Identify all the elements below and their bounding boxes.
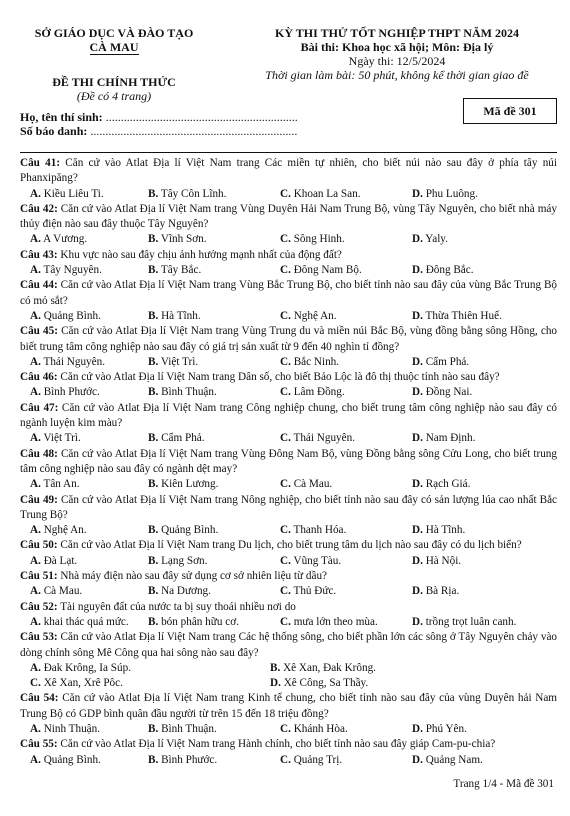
- answer-option[interactable]: D. Xê Công, Sa Thầy.: [270, 677, 369, 690]
- question-number: Câu 53:: [20, 631, 58, 644]
- exam-subject: Bài thi: Khoa học xã hội; Môn: Địa lý: [300, 40, 494, 54]
- question-item: [20, 278, 557, 324]
- question-number: Câu 50:: [20, 539, 58, 552]
- answer-option[interactable]: B. Bình Thuận.: [148, 722, 217, 735]
- answer-option[interactable]: C. Lâm Đồng.: [280, 386, 345, 399]
- answer-option[interactable]: C. mưa lớn theo mùa.: [280, 615, 378, 628]
- answer-option[interactable]: D. Đông Bắc.: [412, 264, 474, 277]
- answer-option[interactable]: D. Cẩm Phả.: [412, 355, 470, 368]
- question-number: Câu 49:: [20, 493, 58, 506]
- answer-option[interactable]: C. Cà Mau.: [280, 478, 333, 491]
- option-row: [20, 385, 557, 400]
- question-number: Câu 48:: [20, 447, 58, 460]
- candidate-name-field[interactable]: ................................................................: [105, 110, 298, 124]
- option-row: [20, 355, 557, 370]
- answer-option[interactable]: B. Quảng Bình.: [148, 524, 219, 537]
- answer-option[interactable]: A. Cà Mau.: [30, 585, 83, 598]
- option-row: [20, 676, 557, 691]
- answer-option[interactable]: A. A Vương.: [30, 233, 88, 246]
- question-item: [20, 493, 557, 539]
- answer-option[interactable]: C. Thanh Hóa.: [280, 524, 347, 537]
- question-number: Câu 45:: [20, 325, 58, 338]
- question-stem: [20, 737, 557, 752]
- option-row: [20, 263, 557, 278]
- candidate-name-label: Họ, tên thí sinh:: [20, 110, 103, 124]
- question-number: Câu 51:: [20, 570, 58, 583]
- question-item: [20, 202, 557, 248]
- question-stem: [20, 370, 557, 385]
- question-number: Câu 47:: [20, 401, 59, 414]
- answer-option[interactable]: C. Khoan La San.: [280, 187, 361, 200]
- option-row: [20, 554, 557, 569]
- question-text: Tài nguyên đất của nước ta bị suy thoái nhiều nơi do: [60, 600, 296, 613]
- option-row: [20, 232, 557, 247]
- answer-option[interactable]: A. Kiều Liêu Ti.: [30, 187, 104, 200]
- exam-date: Ngày thi: 12/5/2024: [348, 54, 446, 68]
- question-item: [20, 248, 557, 279]
- answer-option[interactable]: B. Tây Côn Lĩnh.: [148, 187, 227, 200]
- exam-duration: Thời gian làm bài: 50 phút, không kể thời gian giao đề: [265, 68, 529, 82]
- answer-option[interactable]: D. trồng trọt luân canh.: [412, 615, 517, 628]
- answer-option[interactable]: D. Nam Định.: [412, 432, 476, 445]
- answer-option[interactable]: B. Hà Tĩnh.: [148, 309, 201, 322]
- question-stem: [20, 630, 557, 661]
- question-stem: [20, 447, 557, 478]
- question-text: Căn cứ vào Atlat Địa lí Việt Nam trang Các miền tự nhiên, cho biết núi nào sau đây ở phía tây núi Phanxipăng?: [20, 157, 557, 185]
- answer-option[interactable]: B. Bình Phước.: [148, 753, 218, 766]
- question-stem: [20, 600, 557, 615]
- question-text: Căn cứ vào Atlat Địa lí Việt Nam trang Hành chính, cho biết tỉnh nào sau đây giáp Cam-pu-chia?: [60, 738, 496, 751]
- candidate-info: [20, 110, 298, 138]
- question-number: Câu 54:: [20, 692, 59, 705]
- question-text: Căn cứ vào Atlat Địa lí Việt Nam trang Vùng Duyên Hải Nam Trung Bộ, vùng Tây Nguyên, cho biết nhà máy thủy điện nào sau đây thuộc Tây Nguyên?: [20, 202, 557, 231]
- question-item: [20, 737, 557, 768]
- question-text: Căn cứ vào Atlat Địa lí Việt Nam trang Công nghiệp chung, cho biết trung tâm công nghiệp nào sau đây có ngành luyện kim màu?: [20, 401, 558, 430]
- question-item: [20, 156, 557, 202]
- question-item: [20, 630, 557, 691]
- answer-option[interactable]: D. Phú Yên.: [412, 722, 467, 735]
- answer-option[interactable]: C. Khánh Hòa.: [280, 722, 348, 735]
- question-item: [20, 691, 557, 737]
- question-item: [20, 370, 557, 401]
- answer-option[interactable]: C. Thái Nguyên.: [280, 432, 356, 445]
- answer-option[interactable]: A. Bình Phước.: [30, 386, 100, 399]
- answer-option[interactable]: A. Tây Nguyên.: [30, 264, 102, 277]
- question-number: Câu 42:: [20, 202, 58, 215]
- question-text: Căn cứ vào Atlat Địa lí Việt Nam trang Vùng Trung du và miền núi Bắc Bộ, vùng đồng bằng sông Hồng, cho biết trung tâm công nghiệp nào sau đây có giá trị sản xuất từ 9 đến 40 nghìn tỉ đồng?: [20, 325, 558, 353]
- answer-option[interactable]: D. Thừa Thiên Huế.: [412, 309, 502, 322]
- official-exam-title: ĐỀ THI CHÍNH THỨC: [52, 75, 176, 89]
- question-item: [20, 324, 557, 370]
- question-number: Câu 44:: [20, 279, 58, 292]
- option-row: [20, 584, 557, 599]
- page-footer: Trang 1/4 - Mã đề 301: [453, 778, 554, 790]
- question-number: Câu 46:: [20, 371, 58, 384]
- answer-option[interactable]: B. Lạng Sơn.: [148, 554, 208, 567]
- answer-option[interactable]: B. Xê Xan, Đak Krông.: [270, 661, 376, 674]
- exam-title: KỲ THI THỬ TỐT NGHIỆP THPT NĂM 2024: [275, 26, 519, 40]
- header-right: [236, 26, 558, 82]
- question-item: [20, 600, 557, 631]
- answer-option[interactable]: A. Việt Trì.: [30, 432, 81, 445]
- answer-option[interactable]: D. Hà Tĩnh.: [412, 524, 466, 537]
- option-row: [20, 661, 557, 676]
- option-row: [20, 615, 557, 630]
- candidate-id-label: Số báo danh:: [20, 124, 88, 138]
- answer-option[interactable]: A. Quảng Bình.: [30, 753, 101, 766]
- answer-option[interactable]: A. khai thác quá mức.: [30, 615, 129, 628]
- question-stem: [20, 248, 557, 263]
- option-row: [20, 187, 557, 202]
- header-divider: [20, 152, 557, 153]
- question-number: Câu 43:: [20, 248, 58, 261]
- answer-option[interactable]: A. Nghệ An.: [30, 524, 87, 537]
- answer-option[interactable]: C. Quảng Trị.: [280, 753, 343, 766]
- answer-option[interactable]: B. Bình Thuận.: [148, 386, 217, 399]
- question-list: [20, 156, 557, 768]
- answer-option[interactable]: B. Cẩm Phả.: [148, 432, 205, 445]
- answer-option[interactable]: C. Đông Nam Bộ.: [280, 264, 362, 277]
- answer-option[interactable]: D. Đồng Nai.: [412, 386, 473, 399]
- header-left: [14, 26, 214, 103]
- answer-option[interactable]: A. Tân An.: [30, 478, 80, 491]
- answer-option[interactable]: C. Xê Xan, Xrê Pôc.: [30, 677, 123, 690]
- question-stem: [20, 401, 557, 432]
- answer-option[interactable]: A. Thái Nguyên.: [30, 355, 106, 368]
- answer-option[interactable]: A. Quảng Bình.: [30, 309, 101, 322]
- answer-option[interactable]: D. Hà Nội.: [412, 554, 462, 567]
- answer-option[interactable]: B. Vĩnh Sơn.: [148, 233, 207, 246]
- question-item: [20, 569, 557, 600]
- answer-option[interactable]: B. Na Dương.: [148, 585, 211, 598]
- department-province: CÀ MAU: [89, 40, 139, 54]
- question-stem: [20, 493, 557, 524]
- question-number: Câu 52:: [20, 600, 58, 613]
- question-text: Căn cứ vào Atlat Địa lí Việt Nam trang Kinh tế chung, cho biết tỉnh nào sau đây của vùng Duyên hải Nam Trung Bộ có GDP bình quân đầu người từ trên 15 đến 18 triệu đồng?: [20, 692, 557, 720]
- question-text: Khu vực nào sau đây chịu ảnh hưởng mạnh nhất của động đất?: [60, 248, 342, 261]
- question-item: [20, 401, 557, 447]
- answer-option[interactable]: C. Sông Hinh.: [280, 233, 345, 246]
- answer-option[interactable]: B. Tây Bắc.: [148, 264, 202, 277]
- question-text: Nhà máy điện nào sau đây sử dụng cơ sở nhiên liệu từ dầu?: [60, 570, 328, 583]
- option-row: [20, 309, 557, 324]
- question-text: Căn cứ vào Atlat Địa lí Việt Nam trang Nông nghiệp, cho biết tỉnh nào sau đây có sản lượng lúa cao nhất Bắc Trung Bộ?: [20, 493, 558, 521]
- answer-option[interactable]: D. Quảng Nam.: [412, 753, 483, 766]
- answer-option[interactable]: A. Ninh Thuận.: [30, 722, 101, 735]
- question-text: Căn cứ vào Atlat Địa lí Việt Nam trang Dân số, cho biết Bảo Lộc là đô thị thuộc tỉnh nào sau đây?: [60, 371, 500, 384]
- option-row: [20, 431, 557, 446]
- question-stem: [20, 202, 557, 233]
- question-stem: [20, 324, 557, 355]
- option-row: [20, 477, 557, 492]
- question-text: Căn cứ vào Atlat Địa lí Việt Nam trang Các hệ thống sông, cho biết phần lớn các sông ở Tây Nguyên chảy vào dòng chính sông Mê Công qua hai sông nào sau đây?: [20, 631, 558, 659]
- question-stem: [20, 156, 557, 187]
- pages-note: (Đề có 4 trang): [76, 89, 152, 103]
- question-stem: [20, 691, 557, 722]
- option-row: [20, 753, 557, 768]
- option-row: [20, 722, 557, 737]
- answer-option[interactable]: B. Việt Trì.: [148, 355, 199, 368]
- answer-option[interactable]: D. Yaly.: [412, 233, 448, 246]
- question-item: [20, 538, 557, 569]
- answer-option[interactable]: D. Rạch Giá.: [412, 478, 471, 491]
- question-text: Căn cứ vào Atlat Địa lí Việt Nam trang Du lịch, cho biết trung tâm du lịch nào sau đây có du lịch biển?: [60, 539, 522, 552]
- question-text: Căn cứ vào Atlat Địa lí Việt Nam trang Vùng Đông Nam Bộ, vùng Đồng bằng sông Cửu Long, cho biết trung tâm công nghiệp nào sau đây có ngành dệt may?: [20, 447, 557, 475]
- question-number: Câu 55:: [20, 738, 58, 751]
- answer-option[interactable]: C. Nghệ An.: [280, 309, 337, 322]
- answer-option[interactable]: A. Đak Krông, Ia Súp.: [30, 661, 131, 674]
- question-stem: [20, 538, 557, 553]
- question-stem: [20, 278, 557, 309]
- answer-option[interactable]: D. Phu Luông.: [412, 187, 478, 200]
- answer-option[interactable]: C. Bắc Ninh.: [280, 355, 340, 368]
- answer-option[interactable]: B. bón phân hữu cơ.: [148, 615, 239, 628]
- question-text: Căn cứ vào Atlat Địa lí Việt Nam trang Vùng Bắc Trung Bộ, cho biết tỉnh nào sau đây của vùng Bắc Trung Bộ có mỏ sắt?: [20, 279, 558, 307]
- department-name: SỞ GIÁO DỤC VÀ ĐÀO TẠO: [34, 26, 194, 40]
- answer-option[interactable]: A. Đà Lạt.: [30, 554, 78, 567]
- answer-option[interactable]: C. Thủ Đức.: [280, 585, 337, 598]
- candidate-id-field[interactable]: .....................................................................: [90, 124, 298, 138]
- question-stem: [20, 569, 557, 584]
- answer-option[interactable]: C. Vũng Tàu.: [280, 554, 342, 567]
- question-item: [20, 447, 557, 493]
- exam-code-box: Mã đề 301: [463, 98, 557, 124]
- answer-option[interactable]: D. Bà Rịa.: [412, 585, 460, 598]
- question-number: Câu 41:: [20, 157, 61, 169]
- answer-option[interactable]: B. Kiên Lương.: [148, 478, 219, 491]
- option-row: [20, 523, 557, 538]
